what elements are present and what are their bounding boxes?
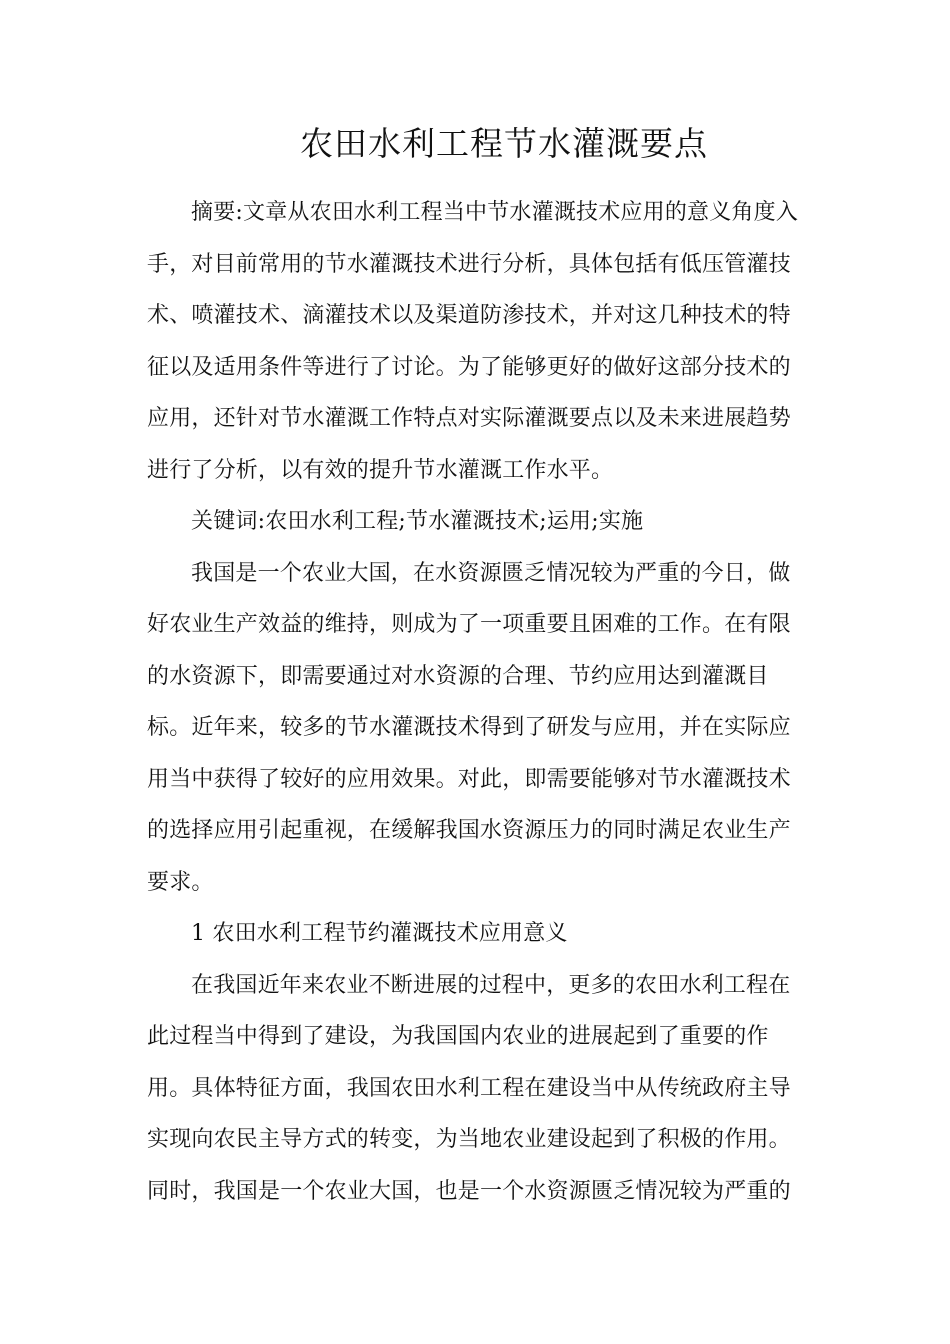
- text-line: 好农业生产效益的维持，则成为了一项重要且困难的工作。在有限: [147, 612, 791, 637]
- text-line: 征以及适用条件等进行了讨论。为了能够更好的做好这部分技术的: [147, 354, 791, 380]
- text-line: 关键词:农田水利工程;节水灌溉技术;运用;实施: [191, 509, 644, 534]
- text-line: 术、喷灌技术、滴灌技术以及渠道防渗技术，并对这几种技术的特: [147, 303, 791, 328]
- text-line: 我国是一个农业大国，在水资源匮乏情况较为严重的今日，做: [191, 560, 791, 586]
- text-line: 的选择应用引起重视，在缓解我国水资源压力的同时满足农业生产: [147, 818, 791, 843]
- text-line: 应用，还针对节水灌溉工作特点对实际灌溉要点以及未来进展趋势: [147, 406, 791, 431]
- document-body: [147, 187, 807, 1217]
- text-line: 要求。: [147, 869, 214, 895]
- text-line: 进行了分析，以有效的提升节水灌溉工作水平。: [147, 457, 614, 483]
- text-line: 1 农田水利工程节约灌溉技术应用意义: [191, 921, 568, 946]
- text-line: 手，对目前常用的节水灌溉技术进行分析，具体包括有低压管灌技: [147, 251, 791, 277]
- text-line: 标。近年来，较多的节水灌溉技术得到了研发与应用，并在实际应: [147, 715, 791, 740]
- text-line: 同时，我国是一个农业大国，也是一个水资源匮乏情况较为严重的: [147, 1178, 791, 1204]
- text-line: 在我国近年来农业不断进展的过程中，更多的农田水利工程在: [191, 972, 791, 998]
- text-line: 此过程当中得到了建设，为我国国内农业的进展起到了重要的作: [147, 1024, 769, 1049]
- text-line: 用。具体特征方面，我国农田水利工程在建设当中从传统政府主导: [147, 1075, 791, 1101]
- text-line: 用当中获得了较好的应用效果。对此，即需要能够对节水灌溉技术: [147, 766, 791, 792]
- document-title: 农田水利工程节水灌溉要点: [300, 124, 708, 163]
- text-line: 的水资源下，即需要通过对水资源的合理、节约应用达到灌溉目: [147, 663, 769, 689]
- text-line: 摘要:文章从农田水利工程当中节水灌溉技术应用的意义角度入: [191, 200, 799, 225]
- text-line: 实现向农民主导方式的转变，为当地农业建设起到了积极的作用。: [147, 1127, 791, 1152]
